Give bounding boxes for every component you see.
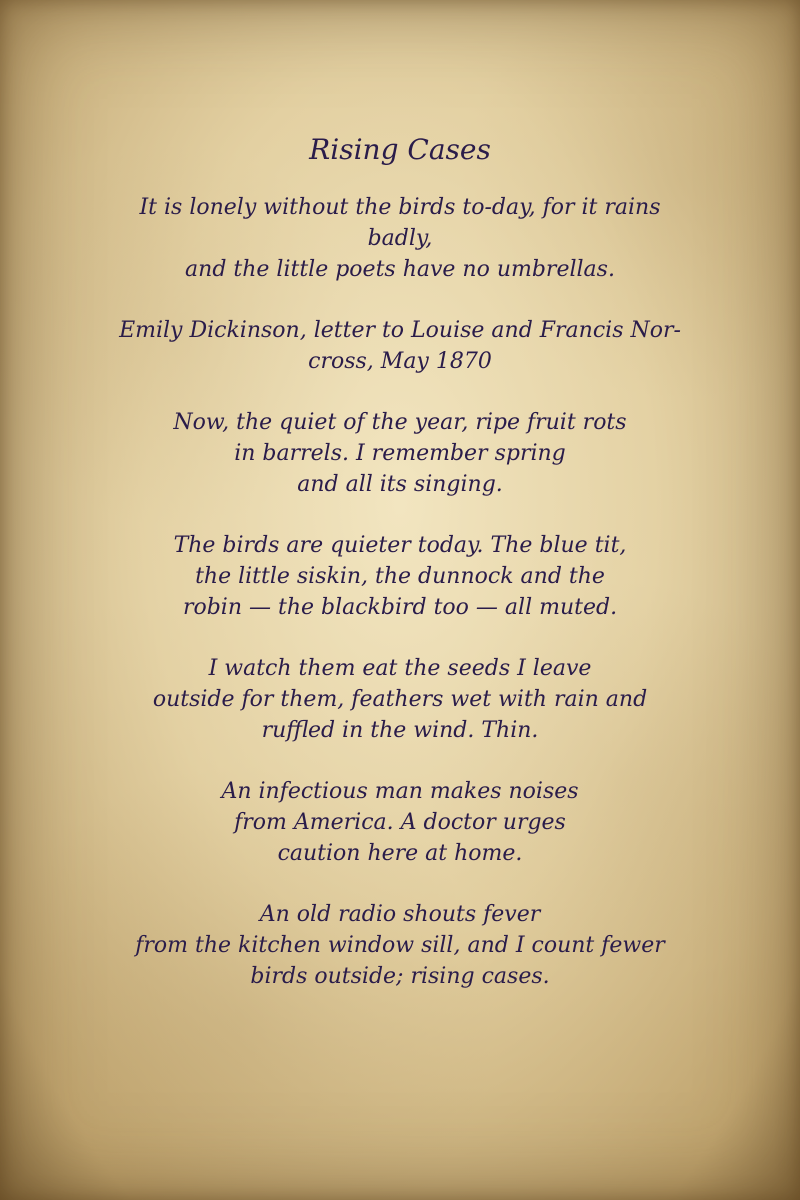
poem-line: It is lonely without the birds to-day, for it rains [139, 195, 661, 220]
poem-line: cross, May 1870 [308, 349, 492, 374]
poem-line: An infectious man makes noises [221, 779, 579, 804]
poem-title: Rising Cases [309, 133, 491, 166]
stanza-1 [40, 407, 760, 500]
poem-line: caution here at home. [277, 841, 523, 866]
poem-line: ruffled in the wind. Thin. [261, 718, 539, 743]
poem [40, 130, 760, 1022]
poem-line: Now, the quiet of the year, ripe fruit rots [173, 410, 627, 435]
poem-line: in barrels. I remember spring [234, 441, 566, 466]
poem-line: An old radio shouts fever [259, 902, 541, 927]
poem-line: and all its singing. [297, 472, 503, 497]
epigraph-attribution [40, 315, 760, 377]
poem-line: the little siskin, the dunnock and the [195, 564, 605, 589]
poem-line: from the kitchen window sill, and I count fewer [135, 933, 665, 958]
poem-line: from America. A doctor urges [234, 810, 566, 835]
stanza-3 [40, 653, 760, 746]
poem-line: I watch them eat the seeds I leave [208, 656, 592, 681]
poem-line: and the little poets have no umbrellas. [185, 257, 615, 282]
stanza-5 [40, 899, 760, 992]
poem-line: robin — the blackbird too — all muted. [182, 595, 618, 620]
poem-line: badly, [367, 226, 433, 251]
poem-line: Emily Dickinson, letter to Louise and Francis Nor- [119, 318, 681, 343]
poem-line: The birds are quieter today. The blue tit, [173, 533, 627, 558]
stanza-4 [40, 776, 760, 869]
poem-line: outside for them, feathers wet with rain and [152, 687, 648, 712]
epigraph-quote [40, 192, 760, 285]
stanza-2 [40, 530, 760, 623]
poem-line: birds outside; rising cases. [250, 964, 550, 989]
